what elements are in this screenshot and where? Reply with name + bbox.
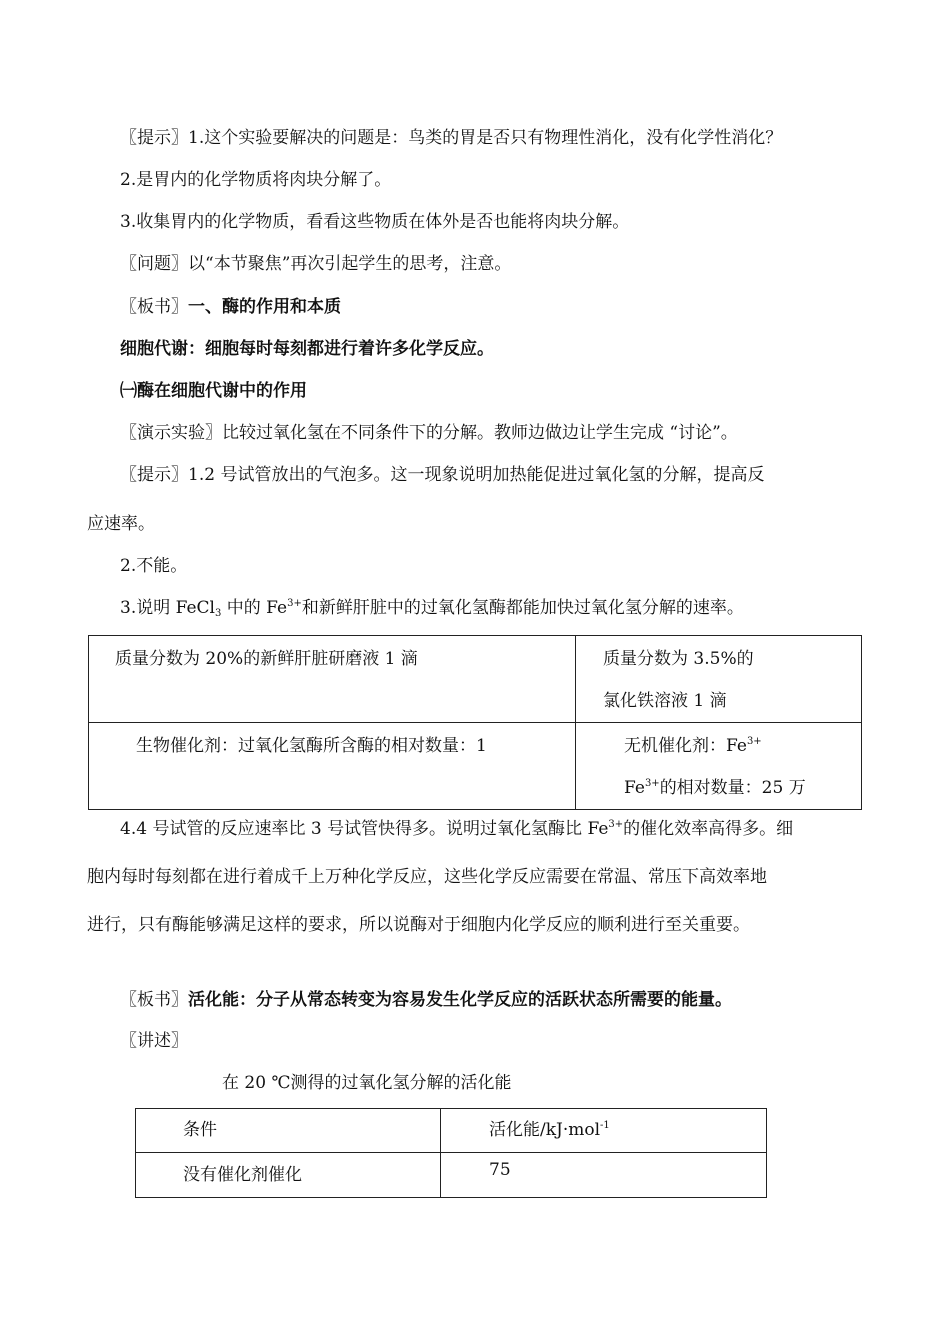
hint-2-item-3: [120, 597, 744, 619]
board-prefix: 〖板书〗: [120, 297, 188, 317]
cell-text: 生物催化剂：过氧化氢酶所含酶的相对数量：1: [136, 736, 487, 756]
text-segment: 无机催化剂：Fe: [624, 736, 747, 756]
board-prefix: 〖板书〗: [120, 990, 188, 1010]
superscript: 3+: [608, 819, 624, 830]
activation-energy-definition: 活化能：分子从常态转变为容易发生化学反应的活跃状态所需要的能量。: [188, 990, 732, 1010]
cell-text: [624, 731, 762, 756]
hint-2-line-2: 应速率。: [87, 514, 155, 534]
cell-text: [624, 773, 806, 798]
cell-text: 条件: [183, 1120, 217, 1140]
activation-energy-board-line: [120, 989, 732, 1011]
conclusion-line-3: 进行，只有酶能够满足这样的要求，所以说酶对于细胞内化学反应的顺利进行至关重要。: [87, 915, 750, 935]
table-header-cell: [136, 1109, 441, 1153]
cell-text: [489, 1115, 610, 1140]
table-row: [89, 636, 862, 723]
text-segment: 中的 Fe: [221, 598, 288, 618]
text-segment: 活化能/kJ·mol: [489, 1120, 601, 1140]
question-line: 〖问题〗以“本节聚焦”再次引起学生的思考，注意。: [120, 254, 512, 274]
table-header-row: [136, 1109, 767, 1153]
hint-line-1: 〖提示〗1.这个实验要解决的问题是：鸟类的胃是否只有物理性消化，没有化学性消化？: [120, 128, 783, 148]
superscript: 3+: [644, 778, 660, 789]
table-row: [136, 1153, 767, 1198]
hint-2-item-2: 2.不能。: [120, 556, 188, 576]
table-cell: [576, 723, 862, 810]
text-segment: 的相对数量：25 万: [659, 778, 806, 798]
table-header-cell: [441, 1109, 767, 1153]
hint-line-3: 3.收集胃内的化学物质，看看这些物质在体外是否也能将肉块分解。: [120, 212, 630, 232]
subheading-enzyme-in-metabolism: ㈠酶在细胞代谢中的作用: [120, 381, 307, 401]
subscript: 3: [215, 608, 222, 619]
narration-label: 〖讲述〗: [120, 1031, 188, 1051]
activation-energy-table: [135, 1108, 767, 1198]
cell-text: 氯化铁溶液 1 滴: [603, 691, 727, 711]
table-caption: 在 20 ℃测得的过氧化氢分解的活化能: [222, 1073, 512, 1093]
table-cell: [136, 1153, 441, 1198]
text-segment: 的催化效率高得多。细: [623, 819, 794, 839]
cell-text: 质量分数为 3.5%的: [603, 649, 754, 669]
cell-text: 没有催化剂催化: [183, 1165, 302, 1185]
hint-2-line-1: 〖提示〗1.2 号试管放出的气泡多。这一现象说明加热能促进过氧化氢的分解，提高反: [120, 465, 765, 485]
demo-experiment-line: 〖演示实验〗比较过氧化氢在不同条件下的分解。教师边做边让学生完成 “讨论”。: [120, 423, 738, 443]
table-cell: [441, 1153, 767, 1198]
cell-metabolism-definition: 细胞代谢：细胞每时每刻都进行着许多化学反应。: [120, 339, 494, 359]
cell-text: 质量分数为 20%的新鲜肝脏研磨液 1 滴: [115, 649, 418, 669]
text-segment: 和新鲜肝脏中的过氧化氢酶都能加快过氧化氢分解的速率。: [301, 598, 744, 618]
table-cell: [576, 636, 862, 723]
table-cell: [89, 723, 576, 810]
superscript: 3+: [746, 736, 762, 747]
text-segment: 4.4 号试管的反应速率比 3 号试管快得多。说明过氧化氢酶比 Fe: [120, 819, 609, 839]
text-segment: Fe: [624, 778, 645, 798]
conclusion-line-2: 胞内每时每刻都在进行着成千上万种化学反应，这些化学反应需要在常温、常压下高效率地: [87, 867, 767, 887]
board-heading-line: [120, 296, 341, 318]
table-cell: [89, 636, 576, 723]
text-segment: 3.说明 FeCl: [120, 598, 215, 618]
board-heading-enzyme-role: 一、酶的作用和本质: [188, 297, 341, 317]
hint-line-2: 2.是胃内的化学物质将肉块分解了。: [120, 170, 392, 190]
conclusion-line-1: [120, 818, 793, 840]
superscript: 3+: [287, 598, 302, 609]
table-row: [89, 723, 862, 810]
superscript: -1: [600, 1120, 610, 1131]
catalyst-comparison-table: [88, 635, 862, 810]
cell-text: 75: [489, 1160, 511, 1180]
